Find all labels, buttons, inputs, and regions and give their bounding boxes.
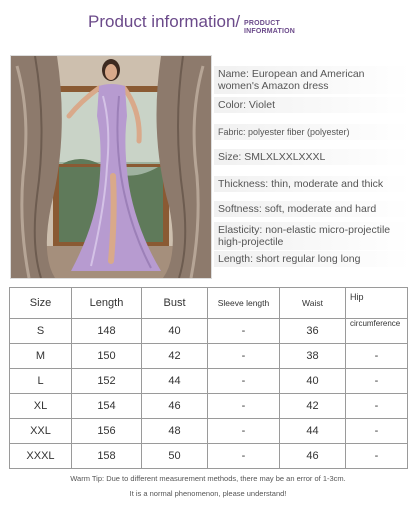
cell-length: 158 [72, 444, 142, 469]
cell-size: XL [10, 394, 72, 419]
warm-tip: Warm Tip: Due to different measurement methods, there may be an error of 1-3cm. [70, 474, 346, 483]
cell-sleeve: - [208, 394, 280, 419]
cell-size: M [10, 344, 72, 369]
cell-length: 154 [72, 394, 142, 419]
header-length: Length [72, 288, 142, 319]
cell-bust: 40 [142, 319, 208, 344]
table-header-row [10, 288, 408, 319]
subtitle-line-2: INFORMATION [244, 28, 296, 35]
cell-hip: - [346, 369, 408, 394]
header-bust: Bust [142, 288, 208, 319]
table-row [10, 394, 408, 419]
header-size: Size [10, 288, 72, 319]
cell-hip: - [346, 419, 408, 444]
spec-fabric: Fabric: polyester fiber (polyester) [214, 124, 410, 140]
spec-name: Name: European and American women's Amazon dress [214, 66, 410, 94]
header [0, 0, 416, 50]
cell-length: 148 [72, 319, 142, 344]
cell-size: XXL [10, 419, 72, 444]
cell-bust: 50 [142, 444, 208, 469]
cell-sleeve: - [208, 369, 280, 394]
cell-waist: 40 [280, 369, 346, 394]
spec-softness: Softness: soft, moderate and hard [214, 201, 410, 217]
spec-size: Size: SMLXLXXLXXXL [214, 149, 410, 165]
table-row [10, 369, 408, 394]
cell-bust: 48 [142, 419, 208, 444]
model-photo-icon [11, 56, 211, 278]
cell-waist: 38 [280, 344, 346, 369]
cell-bust: 46 [142, 394, 208, 419]
cell-size: L [10, 369, 72, 394]
cell-waist: 46 [280, 444, 346, 469]
page-title: Product information/ [88, 12, 241, 31]
cell-sleeve: - [208, 419, 280, 444]
warm-tip-2: It is a normal phenomenon, please understand! [129, 489, 287, 498]
cell-bust: 44 [142, 369, 208, 394]
cell-size: S [10, 319, 72, 344]
cell-hip: - [346, 344, 408, 369]
spec-length: Length: short regular long long [214, 251, 410, 267]
spec-thickness: Thickness: thin, moderate and thick [214, 176, 410, 192]
subtitle-line-1: PRODUCT [244, 20, 281, 27]
table-row [10, 444, 408, 469]
model-photo [10, 55, 212, 279]
cell-length: 156 [72, 419, 142, 444]
spec-elasticity: Elasticity: non-elastic micro-projectile high-projectile [214, 222, 410, 250]
table-row [10, 319, 408, 344]
cell-sleeve: - [208, 444, 280, 469]
cell-waist: 36 [280, 319, 346, 344]
page-subtitle [244, 20, 295, 36]
cell-waist: 44 [280, 419, 346, 444]
header-sleeve-length: Sleeve length [208, 288, 280, 319]
cell-length: 152 [72, 369, 142, 394]
cell-hip: - [346, 444, 408, 469]
cell-bust: 42 [142, 344, 208, 369]
cell-hip: - [346, 394, 408, 419]
table-row [10, 419, 408, 444]
cell-length: 150 [72, 344, 142, 369]
size-table [9, 287, 408, 469]
header-hip: Hip [346, 288, 408, 319]
spec-color: Color: Violet [214, 97, 410, 113]
table-row [10, 344, 408, 369]
cell-size: XXXL [10, 444, 72, 469]
header-waist: Waist [280, 288, 346, 319]
cell-waist: 42 [280, 394, 346, 419]
cell-sleeve: - [208, 319, 280, 344]
cell-hip-note: circumference [346, 319, 408, 344]
cell-sleeve: - [208, 344, 280, 369]
